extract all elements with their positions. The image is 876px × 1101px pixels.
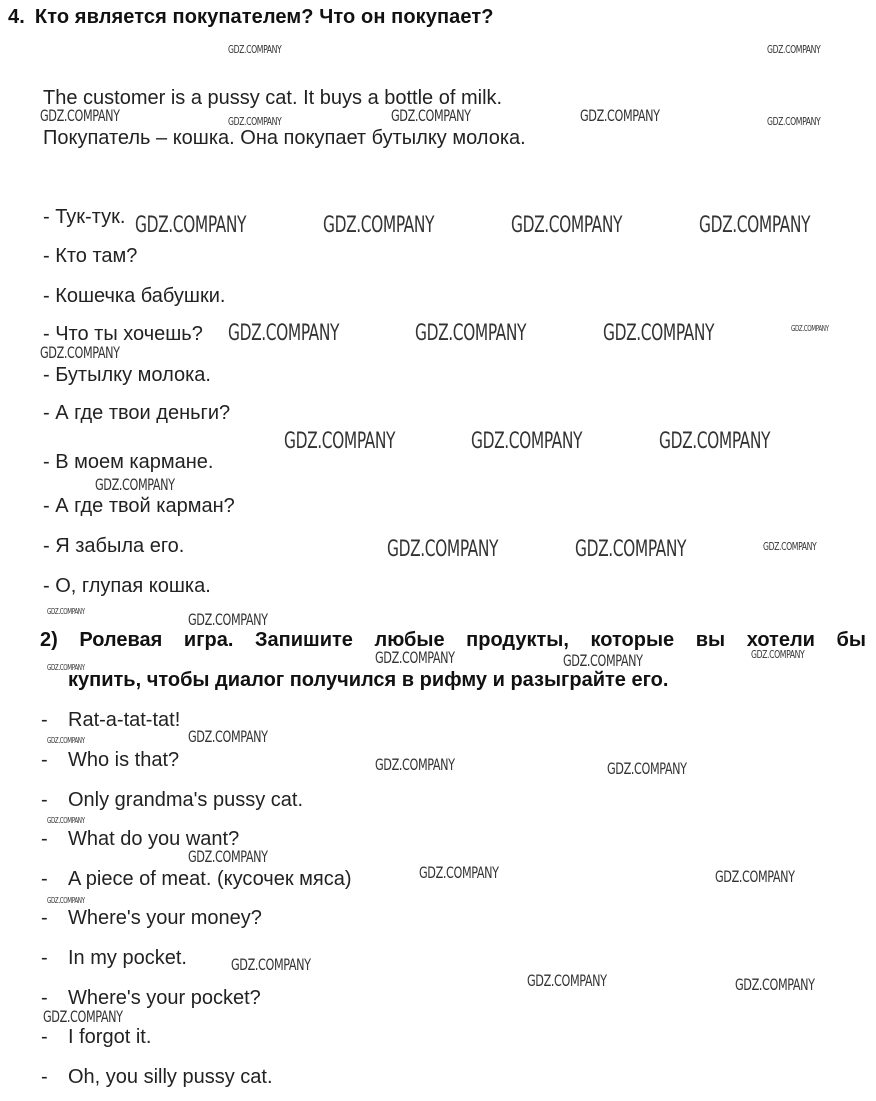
watermark: GDZ.COMPANY [419,863,499,882]
watermark: GDZ.COMPANY [188,610,268,629]
dialogue-dash: - [41,828,48,850]
dialogue-dash: - [41,709,48,731]
dialogue-ru-line: - А где твои деньги? [43,402,231,424]
watermark: GDZ.COMPANY [40,343,120,362]
watermark: GDZ.COMPANY [43,1007,123,1026]
dialogue-dash: - [41,987,48,1009]
exercise-heading [8,6,494,29]
dialogue-en-text: Who is that? [68,749,180,771]
dialogue-en-text: A piece of meat. (кусочек мяса) [68,868,352,890]
dialogue-en-line [41,749,179,771]
dialogue-en-line [41,907,262,929]
answer-english: The customer is a pussy cat. It buys a bottle of milk. [43,87,503,109]
dialogue-dash: - [41,789,48,811]
watermark: GDZ.COMPANY [375,755,455,774]
dialogue-en-text: Oh, you silly pussy cat. [68,1066,273,1088]
watermark: GDZ.COMPANY [231,955,311,974]
watermark: GDZ.COMPANY [47,736,85,745]
task-word: которые [590,629,675,651]
exercise-number: 4. [8,6,25,28]
task-word: игра. [183,629,234,651]
dialogue-en-line [41,987,261,1009]
watermark: GDZ.COMPANY [188,727,268,746]
watermark: GDZ.COMPANY [511,213,623,238]
watermark: GDZ.COMPANY [699,213,811,238]
watermark: GDZ.COMPANY [228,321,340,346]
dialogue-en-text: Only grandma's pussy cat. [68,789,304,811]
dialogue-dash: - [41,868,48,890]
dialogue-en-text: Rat-a-tat-tat! [68,709,181,731]
watermark: GDZ.COMPANY [47,663,85,672]
watermark: GDZ.COMPANY [228,43,282,56]
dialogue-ru-line: - В моем кармане. [43,451,214,473]
dialogue-en-text: Where's your pocket? [68,987,261,1009]
watermark: GDZ.COMPANY [767,43,821,56]
dialogue-ru-line: - Я забыла его. [43,535,185,557]
watermark: GDZ.COMPANY [471,429,583,454]
watermark: GDZ.COMPANY [607,759,687,778]
dialogue-dash: - [41,1026,48,1048]
dialogue-en-text: I forgot it. [68,1026,152,1048]
dialogue-en-line [41,789,303,811]
watermark: GDZ.COMPANY [47,816,85,825]
watermark: GDZ.COMPANY [735,975,815,994]
dialogue-dash: - [41,947,48,969]
watermark: GDZ.COMPANY [188,847,268,866]
answer-russian: Покупатель – кошка. Она покупает бутылку молока. [43,127,526,149]
watermark: GDZ.COMPANY [415,321,527,346]
watermark: GDZ.COMPANY [603,321,715,346]
dialogue-dash: - [41,749,48,771]
dialogue-en-line [41,947,187,969]
dialogue-ru-line: - О, глупая кошка. [43,575,211,597]
watermark: GDZ.COMPANY [391,106,471,125]
dialogue-ru-line: - Бутылку молока. [43,364,211,386]
task-word: любые [374,629,445,651]
watermark: GDZ.COMPANY [527,971,607,990]
task-word: Запишите [255,629,353,651]
dialogue-dash: - [41,907,48,929]
dialogue-ru-line: - Кто там? [43,245,138,267]
dialogue-en-line [41,1026,151,1048]
dialogue-ru-line: - Тук-тук. [43,206,126,228]
watermark: GDZ.COMPANY [375,648,455,667]
task-word: Ролевая [79,629,163,651]
task-word: бы [836,629,866,651]
watermark: GDZ.COMPANY [135,213,247,238]
watermark: GDZ.COMPANY [284,429,396,454]
watermark: GDZ.COMPANY [575,537,687,562]
task-word: хотели [746,629,815,651]
dialogue-ru-line: - А где твой карман? [43,495,235,517]
dialogue-en-text: Where's your money? [68,907,262,929]
task-word: продукты, [466,629,569,651]
task-word: 2) [40,629,58,651]
watermark: GDZ.COMPANY [791,324,829,333]
watermark: GDZ.COMPANY [659,429,771,454]
watermark: GDZ.COMPANY [387,537,499,562]
dialogue-en-line [41,1066,273,1088]
dialogue-ru-line: - Что ты хочешь? [43,323,203,345]
watermark: GDZ.COMPANY [40,106,120,125]
dialogue-en-line [41,868,352,890]
watermark: GDZ.COMPANY [323,213,435,238]
exercise-question: Кто является покупателем? Что он покупает? [34,6,494,28]
dialogue-en-line [41,709,180,731]
task-line-2: купить, чтобы диалог получился в рифму и разыграйте его. [68,669,669,691]
watermark: GDZ.COMPANY [751,648,805,661]
dialogue-ru-line: - Кошечка бабушки. [43,285,226,307]
watermark: GDZ.COMPANY [95,475,175,494]
watermark: GDZ.COMPANY [47,896,85,905]
watermark: GDZ.COMPANY [228,115,282,128]
watermark: GDZ.COMPANY [715,867,795,886]
task-word: вы [695,629,726,651]
watermark: GDZ.COMPANY [47,607,85,616]
watermark: GDZ.COMPANY [767,115,821,128]
dialogue-dash: - [41,1066,48,1088]
dialogue-en-text: In my pocket. [68,947,187,969]
watermark: GDZ.COMPANY [580,106,660,125]
watermark: GDZ.COMPANY [763,540,817,553]
watermark: GDZ.COMPANY [563,651,643,670]
dialogue-en-text: What do you want? [68,828,240,850]
